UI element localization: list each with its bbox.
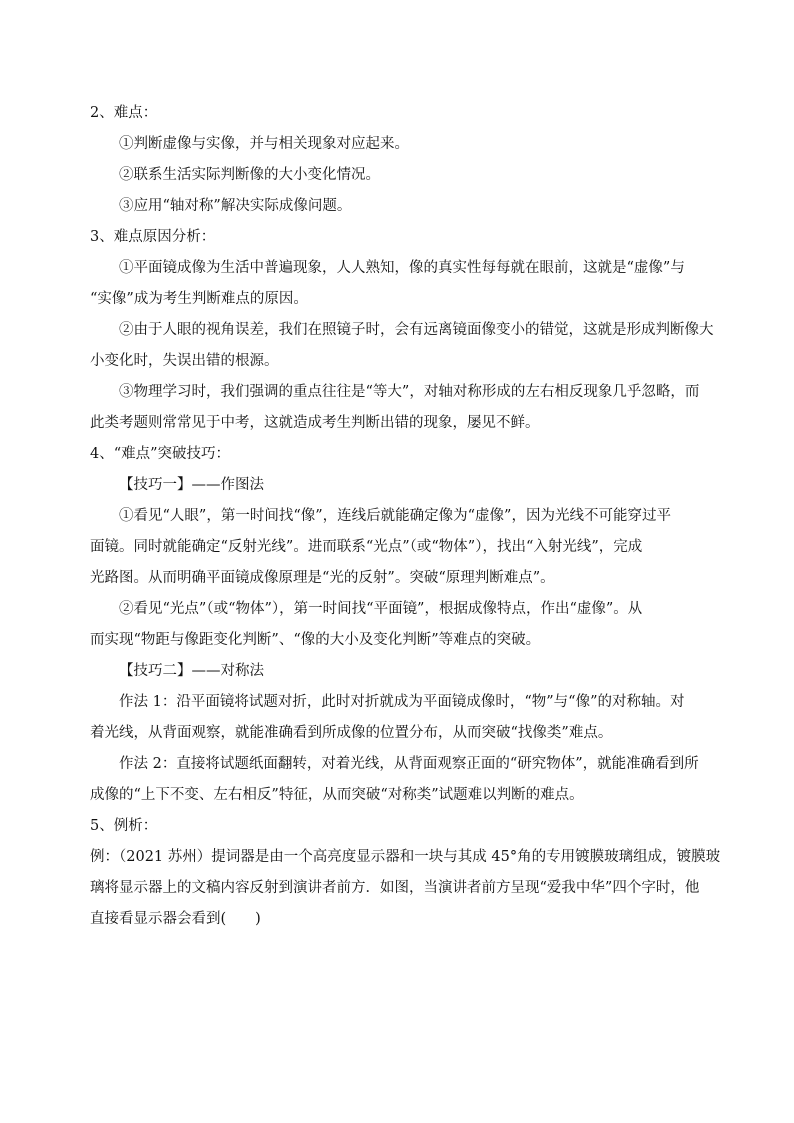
tip-2-method-2-line-1: 作法 2：直接将试题纸面翻转，对着光线，从背面观察正面的“研究物体”，就能准确看到所 <box>119 756 699 772</box>
tip-1-para-1-line-1: ①看见“人眼”，第一时间找“像”，连线后就能确定像为“虚像”，因为光线不可能穿过平 <box>119 508 671 524</box>
heading-difficulties: 2、难点： <box>90 105 158 121</box>
heading-cause-analysis: 3、难点原因分析： <box>90 229 216 245</box>
tip-1-para-1-line-2: 面镜。同时就能确定“反射光线”。进而联系“光点”（或“物体”），找出“入射光线”，完成 <box>90 539 643 555</box>
heading-breakthrough-tips: 4、“难点”突破技巧： <box>90 446 231 462</box>
difficulty-item-2: ②联系生活实际判断像的大小变化情况。 <box>119 167 380 183</box>
cause-3-line-1: ③物理学习时，我们强调的重点往往是“等大”，对轴对称形成的左右相反现象几乎忽略，而 <box>119 384 700 400</box>
tip-2-method-1-line-1: 作法 1：沿平面镜将试题对折，此时对折就成为平面镜成像时，“物”与“像”的对称轴。对 <box>119 694 685 710</box>
heading-example: 5、例析： <box>90 818 158 834</box>
tip-1-para-2-line-1: ②看见“光点”（或“物体”），第一时间找“平面镜”，根据成像特点，作出“虚像”。从 <box>119 601 643 617</box>
example-line-3: 直接看显示器会看到( ) <box>90 911 261 927</box>
tip-2-method-1-line-2: 着光线，从背面观察，就能准确看到所成像的位置分布，从而突破“找像类”难点。 <box>90 725 613 741</box>
difficulty-item-1: ①判断虚像与实像，并与相关现象对应起来。 <box>119 136 409 152</box>
cause-1-line-2: “实像”成为考生判断难点的原因。 <box>90 291 308 307</box>
cause-3-line-2: 此类考题则常常见于中考，这就造成考生判断出错的现象，屡见不鲜。 <box>90 415 540 431</box>
tip-2-method-2-line-2: 成像的“上下不变、左右相反”特征，从而突破“对称类”试题难以判断的难点。 <box>90 787 584 803</box>
cause-1-line-1: ①平面镜成像为生活中普遍现象，人人熟知，像的真实性每每就在眼前，这就是“虚像”与 <box>119 260 685 276</box>
tip-1-title: 【技巧一】——作图法 <box>119 477 264 493</box>
cause-2-line-2: 小变化时，失误出错的根源。 <box>90 353 279 369</box>
cause-2-line-1: ②由于人眼的视角误差，我们在照镜子时，会有远离镜面像变小的错觉，这就是形成判断像大 <box>119 322 714 338</box>
example-line-2: 璃将显示器上的文稿内容反射到演讲者前方．如图，当演讲者前方呈现“爱我中华”四个字时，他 <box>90 880 700 896</box>
difficulty-item-3: ③应用“轴对称”解决实际成像问题。 <box>119 198 352 214</box>
tip-2-title: 【技巧二】——对称法 <box>119 663 264 679</box>
tip-1-para-1-line-3: 光路图。从而明确平面镜成像原理是“光的反射”。突破“原理判断难点”。 <box>90 570 555 586</box>
example-line-1: 例：（2021 苏州）提词器是由一个高亮度显示器和一块与其成 45°角的专用镀膜玻璃组成，镀膜玻 <box>90 849 721 865</box>
tip-1-para-2-line-2: 而实现“物距与像距变化判断”、“像的大小及变化判断”等难点的突破。 <box>90 632 541 648</box>
